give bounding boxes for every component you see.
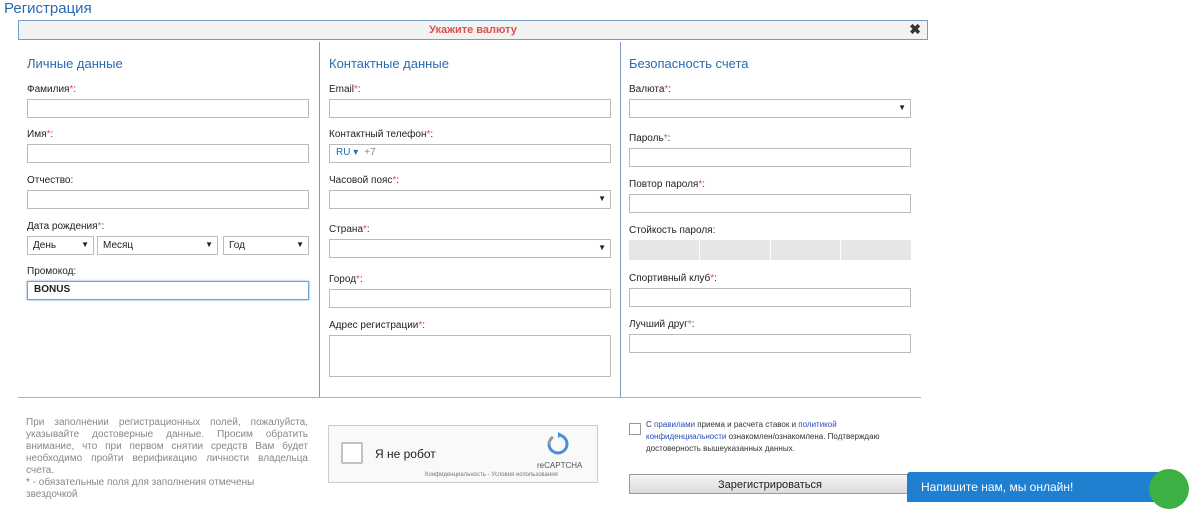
middle-name-input[interactable] (27, 190, 309, 209)
first-name-input[interactable] (27, 144, 309, 163)
form-note: При заполнении регистрационных полей, пожалуйста, указывайте достоверные данные. Просим обратить внимание, что при первом снятии средств Вам будет необходимо пройти верификацию личности владельца счета. (26, 417, 308, 476)
online-indicator (1149, 469, 1189, 509)
last-name-label: Фамилия*: (27, 84, 77, 95)
first-name-label: Имя*: (27, 129, 54, 140)
password-repeat-label: Повтор пароля*: (629, 179, 706, 190)
strength-segment (841, 240, 911, 260)
password-strength-meter (629, 240, 911, 260)
recaptcha-icon (545, 432, 571, 456)
phone-input[interactable] (329, 144, 611, 163)
password-repeat-input[interactable] (629, 194, 911, 213)
address-label: Адрес регистрации*: (329, 320, 426, 331)
strength-segment (771, 240, 841, 260)
divider (18, 397, 921, 398)
contact-section (319, 42, 621, 397)
country-select[interactable] (329, 239, 611, 258)
register-button[interactable]: Зарегистрироваться (629, 474, 911, 494)
currency-label: Валюта*: (629, 84, 672, 95)
close-icon[interactable]: ✖ (909, 21, 921, 37)
recaptcha-brand: reCAPTCHA (537, 461, 583, 470)
password-label: Пароль*: (629, 133, 671, 144)
password-strength-label: Стойкость пароля: (629, 225, 716, 236)
best-friend-input[interactable] (629, 334, 911, 353)
chat-label: Напишите нам, мы онлайн! (921, 480, 1074, 494)
strength-segment (700, 240, 770, 260)
promo-label: Промокод: (27, 266, 77, 277)
year-select[interactable]: Год ▼ (223, 236, 309, 255)
birthdate-label: Дата рождения*: (27, 221, 105, 232)
middle-name-label: Отчество: (27, 175, 74, 186)
timezone-label: Часовой пояс*: (329, 175, 400, 186)
phone-label: Контактный телефон*: (329, 129, 434, 140)
last-name-input[interactable] (27, 99, 309, 118)
city-label: Город*: (329, 274, 363, 285)
personal-heading: Личные данные (27, 56, 123, 71)
phone-country-select[interactable]: RU ▾ (336, 147, 359, 158)
sport-club-label: Спортивный клуб*: (629, 273, 717, 284)
month-select[interactable]: Месяц ▼ (97, 236, 218, 255)
security-heading: Безопасность счета (629, 56, 749, 71)
recaptcha-widget (328, 425, 598, 483)
contact-heading: Контактные данные (329, 56, 449, 71)
agreement-text: С правилами приема и расчета ставок и политикой конфиденциальности ознакомлен/ознакомлена. Подтверждаю достоверность вышеуказанных данных. (646, 420, 880, 453)
timezone-select[interactable] (329, 190, 611, 209)
country-label: Страна*: (329, 224, 370, 235)
currency-select[interactable] (629, 99, 911, 118)
email-label: Email*: (329, 84, 361, 95)
page-title: Регистрация (4, 0, 92, 17)
agreement-checkbox[interactable] (629, 423, 641, 435)
currency-alert (18, 20, 928, 40)
recaptcha-links[interactable]: Конфиденциальность - Условия использования (425, 472, 558, 478)
best-friend-label: Лучший друг*: (629, 319, 695, 330)
sport-club-input[interactable] (629, 288, 911, 307)
password-input[interactable] (629, 148, 911, 167)
captcha-checkbox[interactable] (341, 442, 363, 464)
privacy-link[interactable]: политикой конфиденциальности (646, 420, 837, 441)
strength-segment (629, 240, 699, 260)
phone-prefix: +7 (364, 147, 376, 158)
email-input[interactable] (329, 99, 611, 118)
chat-widget[interactable] (907, 472, 1175, 502)
rules-link[interactable]: правилами (654, 420, 696, 429)
personal-section (18, 42, 320, 397)
address-textarea[interactable] (329, 335, 611, 377)
alert-message: Укажите валюту (429, 24, 517, 36)
captcha-label: Я не робот (375, 447, 436, 461)
required-note: * - обязательные поля для заполнения отмечены звездочкой (26, 477, 255, 500)
city-input[interactable] (329, 289, 611, 308)
security-section (620, 42, 920, 397)
promo-input[interactable]: BONUS (27, 281, 309, 300)
day-select[interactable]: День ▼ (27, 236, 94, 255)
